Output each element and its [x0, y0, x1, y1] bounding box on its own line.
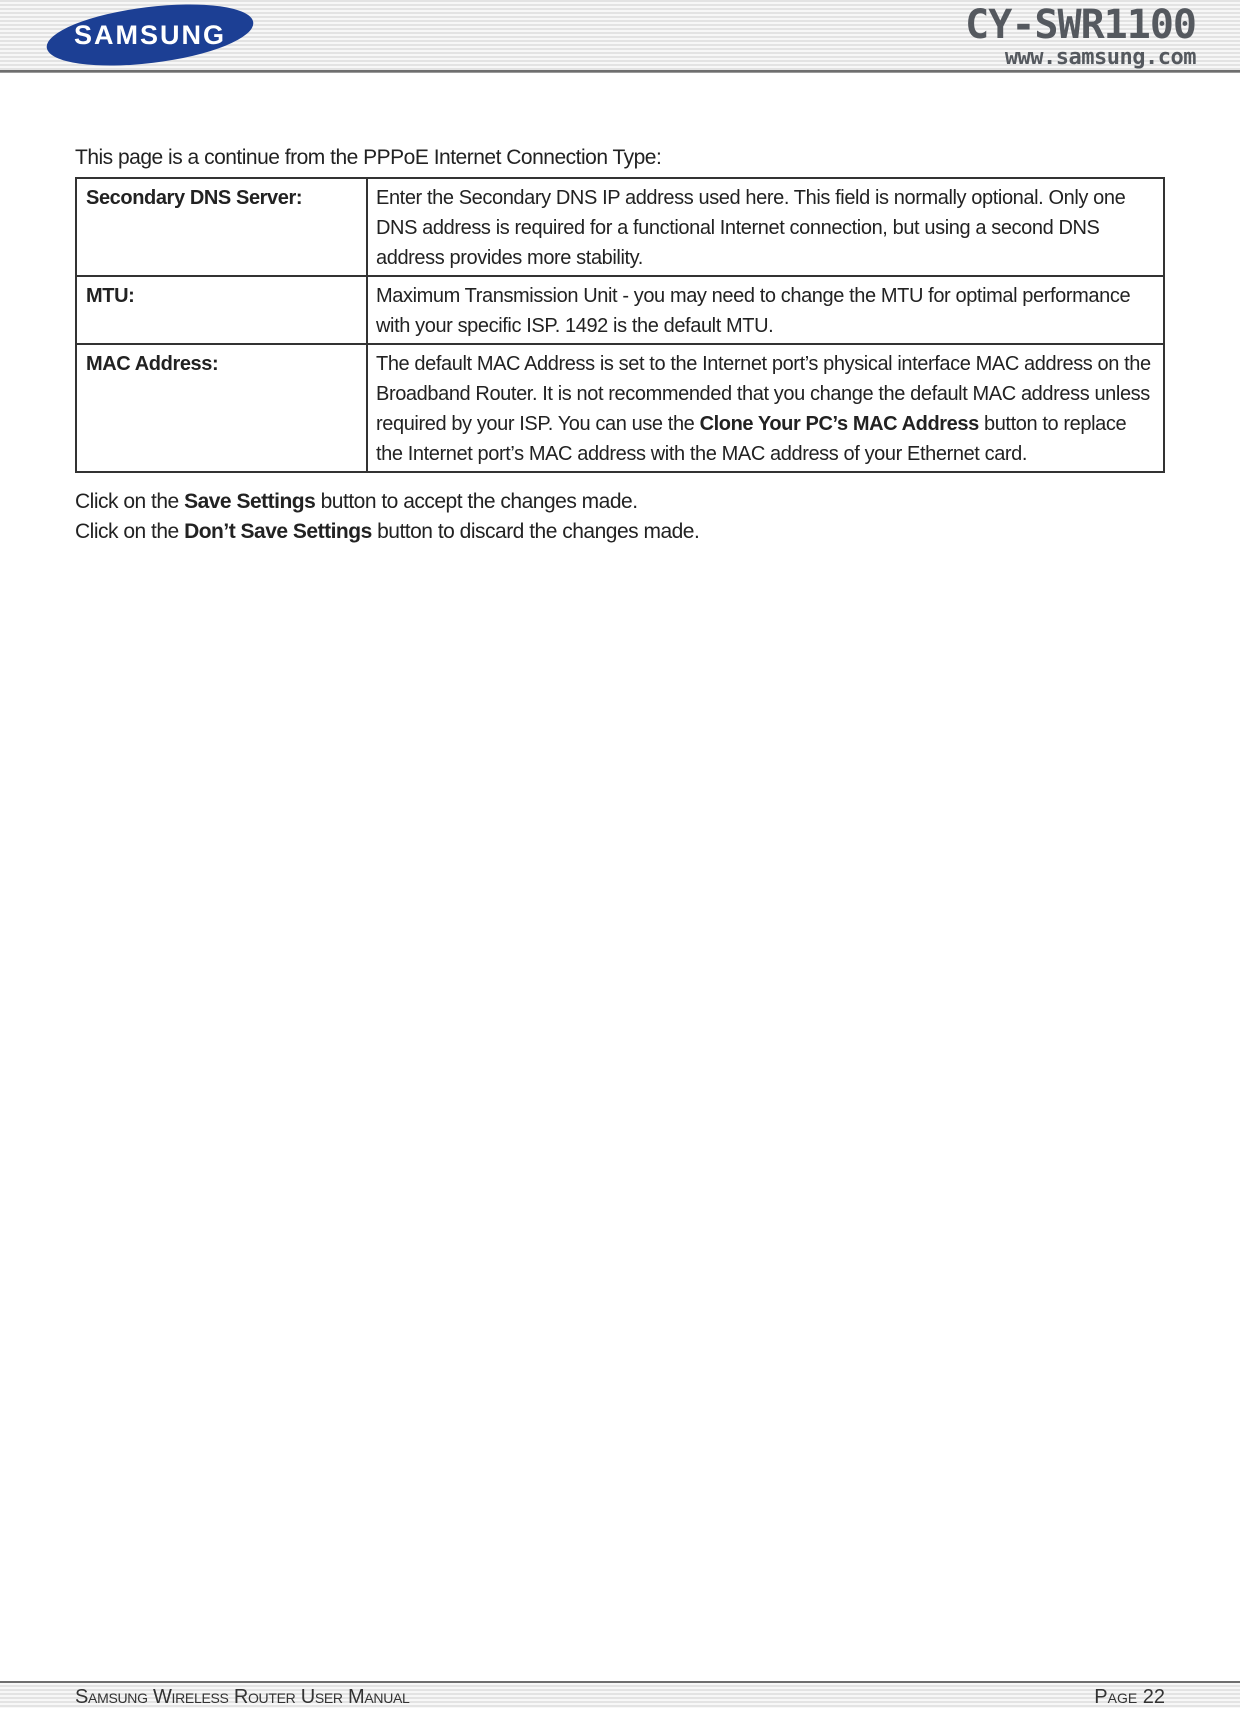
- manual-title: Samsung Wireless Router User Manual: [75, 1686, 410, 1708]
- page-number: Page 22: [1094, 1686, 1165, 1708]
- notes-block: [75, 487, 699, 547]
- note-save-suffix: button to accept the changes made.: [315, 490, 638, 513]
- desc-mac-part1: The default MAC Address is set to the Internet port’s physical interface MAC address on the Broadband Router. It is not recommended that you change the default MAC address unless required by your ISP. You can use the: [376, 353, 1151, 435]
- term-mtu: MTU:: [76, 276, 367, 344]
- website-url: www.samsung.com: [1004, 45, 1196, 70]
- clone-mac-label: Clone Your PC’s MAC Address: [699, 413, 979, 435]
- table-row: [76, 178, 1164, 276]
- footer-divider: [0, 1681, 1240, 1683]
- note-dont-save-prefix: Click on the: [75, 520, 185, 543]
- desc-mtu: Maximum Transmission Unit - you may need to change the MTU for optimal performance with your specific ISP. 1492 is the default MTU.: [367, 276, 1164, 344]
- note-dont-save: [75, 517, 699, 547]
- settings-table: [75, 177, 1165, 473]
- term-mac-address: MAC Address:: [76, 344, 367, 472]
- header-divider: [0, 72, 1240, 73]
- page-header: [0, 0, 1240, 72]
- samsung-logo: [44, 2, 256, 68]
- note-save: [75, 487, 699, 517]
- note-save-prefix: Click on the: [75, 490, 185, 513]
- table-row: [76, 344, 1164, 472]
- desc-mac-part2: button to replace the Internet port’s MAC address with the MAC address of your Ethernet card.: [376, 413, 1127, 465]
- note-dont-save-suffix: button to discard the changes made.: [371, 520, 700, 543]
- desc-secondary-dns: Enter the Secondary DNS IP address used here. This field is normally optional. Only one DNS address is required for a functional Internet connection, but using a second DNS address provides more stability.: [367, 178, 1164, 276]
- intro-text: This page is a continue from the PPPoE Internet Connection Type:: [75, 146, 662, 169]
- model-block: [965, 2, 1196, 68]
- desc-mac-address: [367, 344, 1164, 472]
- model-name: CY-SWR1100: [965, 2, 1196, 48]
- dont-save-settings-label: Don’t Save Settings: [184, 520, 372, 543]
- save-settings-label: Save Settings: [184, 490, 316, 513]
- table-row: [76, 276, 1164, 344]
- logo-text: SAMSUNG: [73, 20, 227, 50]
- term-secondary-dns: Secondary DNS Server:: [76, 178, 367, 276]
